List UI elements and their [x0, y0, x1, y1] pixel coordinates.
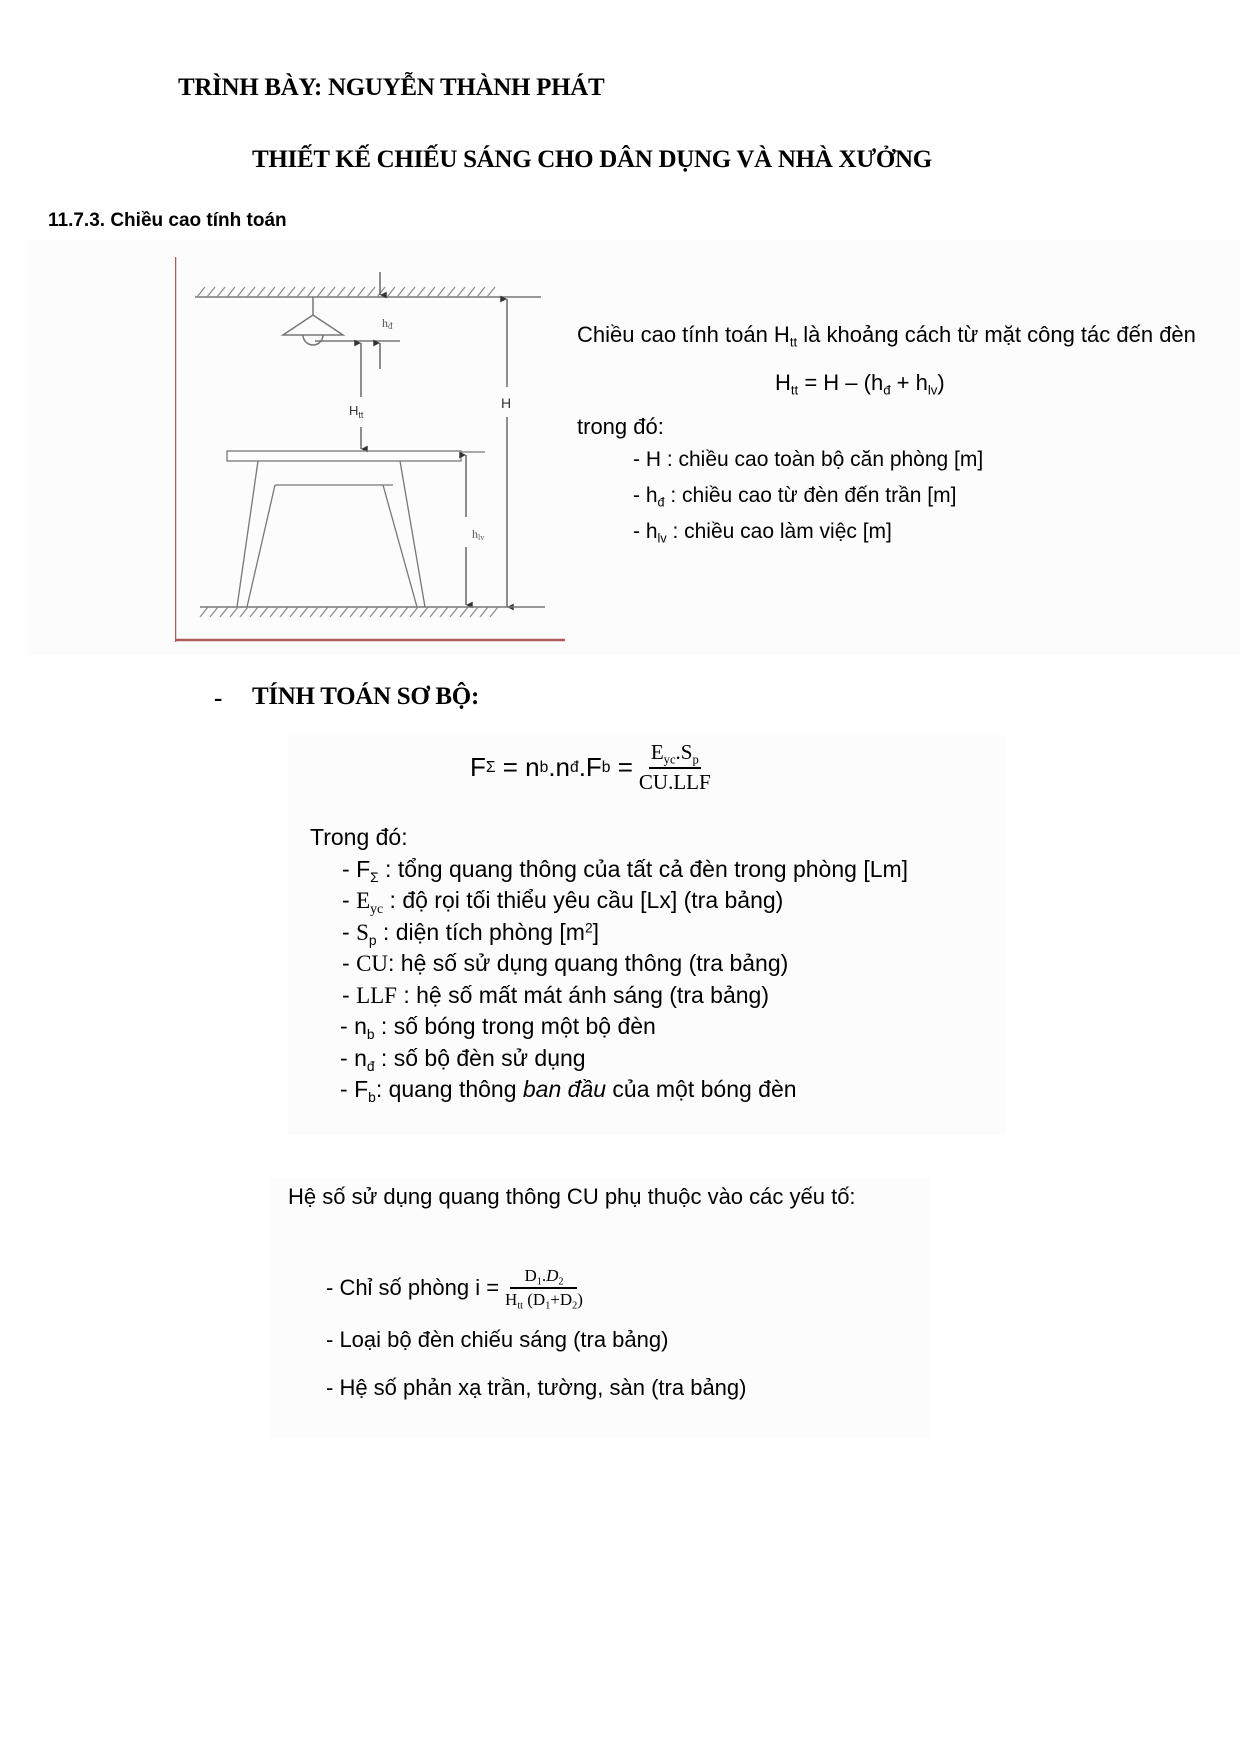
definition-post: là khoảng cách từ mặt công tác đến đèn — [797, 322, 1196, 347]
room-index-label: - Chỉ số phòng i = — [326, 1275, 500, 1300]
section-heading: 11.7.3. Chiều cao tính toán — [48, 210, 287, 231]
cu-factor-list — [326, 1260, 926, 1412]
cu-factor-item: - Loại bộ đèn chiếu sáng (tra bảng) — [326, 1327, 669, 1352]
height-definition-text — [577, 320, 1237, 350]
room-height-diagram — [175, 257, 565, 642]
htt-label: $H_{tt}$ — [349, 403, 364, 420]
legend-item: - $F_b$: quang thông ban đầu của một bóng đèn — [340, 1076, 797, 1105]
legend-text: : số bóng trong một bộ đèn — [374, 1013, 656, 1039]
flux-legend — [310, 822, 1000, 1106]
def-sub: đ — [657, 495, 665, 510]
legend-text: : số bộ đèn sử dụng — [374, 1044, 586, 1071]
formula-sub1: đ — [883, 382, 891, 398]
formula-lhs: H — [775, 370, 791, 395]
def-text: : chiều cao từ đèn đến trần [m] — [664, 484, 957, 507]
formula-plus: + h — [890, 370, 928, 395]
legend-item: - $S_p$ : diện tích phòng $[m^2]$ — [342, 918, 600, 948]
def-text: : chiều cao làm việc [m] — [666, 520, 892, 543]
def-symbol: H — [645, 448, 661, 471]
fraction-denominator: CU.LLF — [638, 770, 711, 794]
legend-text: : hệ số sử dụng quang thông (tra bảng) — [388, 950, 789, 976]
definition-item: - $h_{lv}$ : chiều cao làm việc [m] — [633, 520, 892, 546]
preliminary-heading: TÍNH TOÁN SƠ BỘ: — [252, 683, 479, 710]
htt-formula — [577, 368, 1237, 398]
legend-sub: b — [366, 1026, 375, 1042]
definition-item: - H : chiều cao toàn bộ căn phòng [m] — [633, 448, 984, 471]
den-plus: +D — [550, 1290, 573, 1309]
formula-lhs-sub: tt — [790, 382, 799, 398]
bullet-dash: - — [214, 685, 223, 712]
room-height-diagram-svg — [175, 257, 565, 642]
where-label: Trong đó: — [310, 824, 408, 850]
cu-intro: Hệ số sử dụng quang thông CU phụ thuộc vào các yếu tố: — [288, 1184, 856, 1209]
height-explanation — [577, 320, 1237, 550]
legend-item: - $F_\Sigma$ : tổng quang thông của tất cả đèn trong phòng [Lm] — [342, 855, 909, 885]
room-index-fraction — [505, 1266, 583, 1310]
legend-symbol: n — [354, 1044, 367, 1071]
legend-symbol: F — [354, 1076, 369, 1102]
legend-text: : quang thông — [375, 1076, 523, 1102]
formula-eq2: = — [610, 752, 633, 782]
num-S-sub: p — [692, 752, 699, 767]
num-E-sub: yc — [663, 752, 676, 767]
legend-symbol: CU — [356, 951, 389, 976]
legend-text: : độ rọi tối thiểu yêu cầu [Lx] (tra bảng) — [383, 887, 784, 913]
total-flux-formula: F Σ = n b .n đ .F b = $\frac{E_{yc}.S_p}{\text{CU.LLF}}$ — [470, 740, 711, 794]
legend-sub: p — [368, 932, 377, 948]
legend-sub: yc — [370, 900, 384, 916]
definition-item: - $h_đ$ : chiều cao từ đèn đến trần [m] — [633, 484, 957, 510]
formula-close: ) — [937, 370, 945, 395]
definition-sub: tt — [789, 334, 798, 350]
num-D2-sub: 2 — [558, 1276, 564, 1288]
formula-dot1: .n — [548, 752, 570, 782]
legend-symbol: S — [356, 919, 369, 945]
num-D2: D — [546, 1266, 559, 1285]
H-label: H — [501, 395, 512, 411]
num-D1-sub: 1 — [536, 1276, 542, 1288]
legend-text: : diện tích phòng [m — [376, 918, 585, 945]
def-symbol: h — [645, 484, 658, 507]
hlv-label: hlv — [472, 527, 485, 542]
formula-sub2: lv — [927, 382, 938, 398]
formula-eq1: = n — [495, 752, 540, 782]
legend-sub: đ — [366, 1058, 375, 1074]
legend-item: - $E_{yc}$ : độ rọi tối thiểu yêu cầu [Lx] (tra bảng) — [342, 887, 784, 916]
def-text: : chiều cao toàn bộ căn phòng [m] — [661, 448, 984, 471]
legend-text-italic: ban đầu — [522, 1076, 607, 1102]
document-title: THIẾT KẾ CHIẾU SÁNG CHO DÂN DỤNG VÀ NHÀ XƯỞNG — [252, 146, 932, 173]
legend-symbol: LLF — [356, 982, 397, 1008]
legend-text: : hệ số mất mát ánh sáng (tra bảng) — [396, 981, 769, 1008]
definition-pre: Chiều cao tính toán H — [577, 322, 790, 347]
den-H: H — [505, 1290, 518, 1309]
formula-dot2: .F — [578, 752, 602, 782]
legend-item: - $n_b$ : số bóng trong một bộ đèn — [340, 1013, 656, 1042]
cu-factor-item: - Hệ số phản xạ trần, tường, sàn (tra bảng) — [326, 1375, 747, 1400]
legend-sub: b — [368, 1089, 376, 1105]
fraction-numerator — [649, 740, 701, 769]
room-index-denominator — [505, 1289, 583, 1310]
legend-sup: 2 — [584, 919, 593, 935]
hd-label: hđ — [382, 316, 393, 331]
num-D1: D — [524, 1266, 537, 1285]
room-index-item — [326, 1260, 926, 1316]
den-D1-sub: 1 — [545, 1300, 551, 1312]
den-open: (D — [523, 1290, 546, 1309]
legend-text-post: của một bóng đèn — [606, 1076, 797, 1102]
legend-item: - $n_đ$ : số bộ đèn sử dụng — [340, 1044, 586, 1074]
legend-item: - CU: hệ số sử dụng quang thông (tra bảng) — [342, 950, 789, 976]
legend-item: - LLF : hệ số mất mát ánh sáng (tra bảng) — [342, 981, 769, 1008]
legend-tail: ] — [592, 918, 600, 945]
legend-symbol: F — [356, 855, 371, 882]
formula-F: F — [470, 752, 486, 782]
den-H-sub: tt — [517, 1300, 523, 1312]
flux-fraction — [639, 740, 711, 795]
room-index-numerator — [510, 1266, 577, 1289]
num-E: E — [650, 740, 664, 764]
def-sub: lv — [657, 531, 667, 546]
legend-text: : tổng quang thông của tất cả đèn trong phòng [Lm] — [378, 855, 909, 882]
author-line: TRÌNH BÀY: NGUYỄN THÀNH PHÁT — [178, 74, 605, 101]
def-symbol: h — [645, 520, 658, 543]
num-dot: .S — [675, 740, 693, 764]
formula-mid: = H – (h — [798, 370, 884, 395]
legend-sub: Σ — [370, 869, 379, 885]
den-close: ) — [577, 1290, 583, 1309]
den-D2-sub: 2 — [572, 1300, 578, 1312]
where-label: trong đó: — [577, 414, 664, 439]
num-dot: . — [541, 1266, 547, 1285]
legend-symbol: n — [354, 1013, 367, 1039]
legend-symbol: E — [356, 888, 371, 913]
